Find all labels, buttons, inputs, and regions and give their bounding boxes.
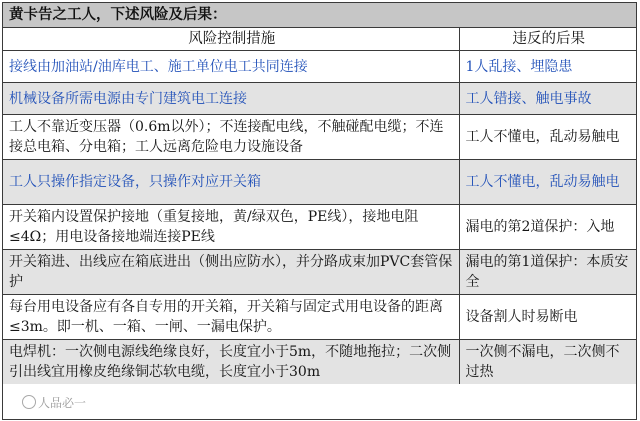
table-row — [3, 83, 636, 115]
risk-measure-cell: 开关箱内设置保护接地（重复接地，黄/绿双色，PE线），接地电阻≤4Ω；用电设备接地端连接PE线 — [3, 205, 459, 250]
consequence-cell: 工人不懂电，乱动易触电 — [459, 115, 636, 160]
watermark-icon — [22, 395, 36, 409]
consequence-cell: 1人乱接、埋隐患 — [459, 51, 636, 83]
table-row — [3, 295, 636, 340]
watermark-text: 人品必一 — [38, 396, 87, 410]
consequence-cell: 漏电的第1道保护：本质安全 — [459, 250, 636, 295]
risk-card — [2, 2, 637, 420]
risk-measure-cell: 开关箱进、出线应在箱底进出（侧出应防水），并分路成束加PVC套管保护 — [3, 250, 459, 295]
consequence-cell: 设备割人时易断电 — [459, 295, 636, 340]
header-measures: 风险控制措施 — [3, 28, 459, 51]
risk-measure-cell: 工人不靠近变压器（0.6m以外）；不连接配电线，不触碰配电缆；不连接总电箱、分电箱；工人远离危险电力设施设备 — [3, 115, 459, 160]
table-row — [3, 250, 636, 295]
risk-measure-cell: 接线由加油站/油库电工、施工单位电工共同连接 — [3, 51, 459, 83]
consequence-cell: 工人不懂电，乱动易触电 — [459, 160, 636, 205]
table-row — [3, 51, 636, 83]
card-title: 黄卡告之工人，下述风险及后果： — [3, 3, 636, 28]
header-consequence: 违反的后果 — [459, 28, 636, 51]
consequence-cell: 工人错接、触电事故 — [459, 83, 636, 115]
consequence-cell: 一次侧不漏电，二次侧不过热 — [459, 340, 636, 385]
risk-measure-cell: 工人只操作指定设备，只操作对应开关箱 — [3, 160, 459, 205]
risk-table — [3, 28, 636, 384]
risk-measure-cell: 每台用电设备应有各自专用的开关箱，开关箱与固定式用电设备的距离≤3m。即一机、一箱、一闸、一漏电保护。 — [3, 295, 459, 340]
table-row — [3, 205, 636, 250]
table-row — [3, 115, 636, 160]
table-row — [3, 160, 636, 205]
table-header-row — [3, 28, 636, 51]
risk-measure-cell: 电焊机：一次侧电源线绝缘良好，长度宜小于5m，不随地拖拉；二次侧引出线宜用橡皮绝缘铜芯软电缆，长度宜小于30m — [3, 340, 459, 385]
table-row — [3, 340, 636, 385]
consequence-cell: 漏电的第2道保护：入地 — [459, 205, 636, 250]
risk-measure-cell: 机械设备所需电源由专门建筑电工连接 — [3, 83, 459, 115]
